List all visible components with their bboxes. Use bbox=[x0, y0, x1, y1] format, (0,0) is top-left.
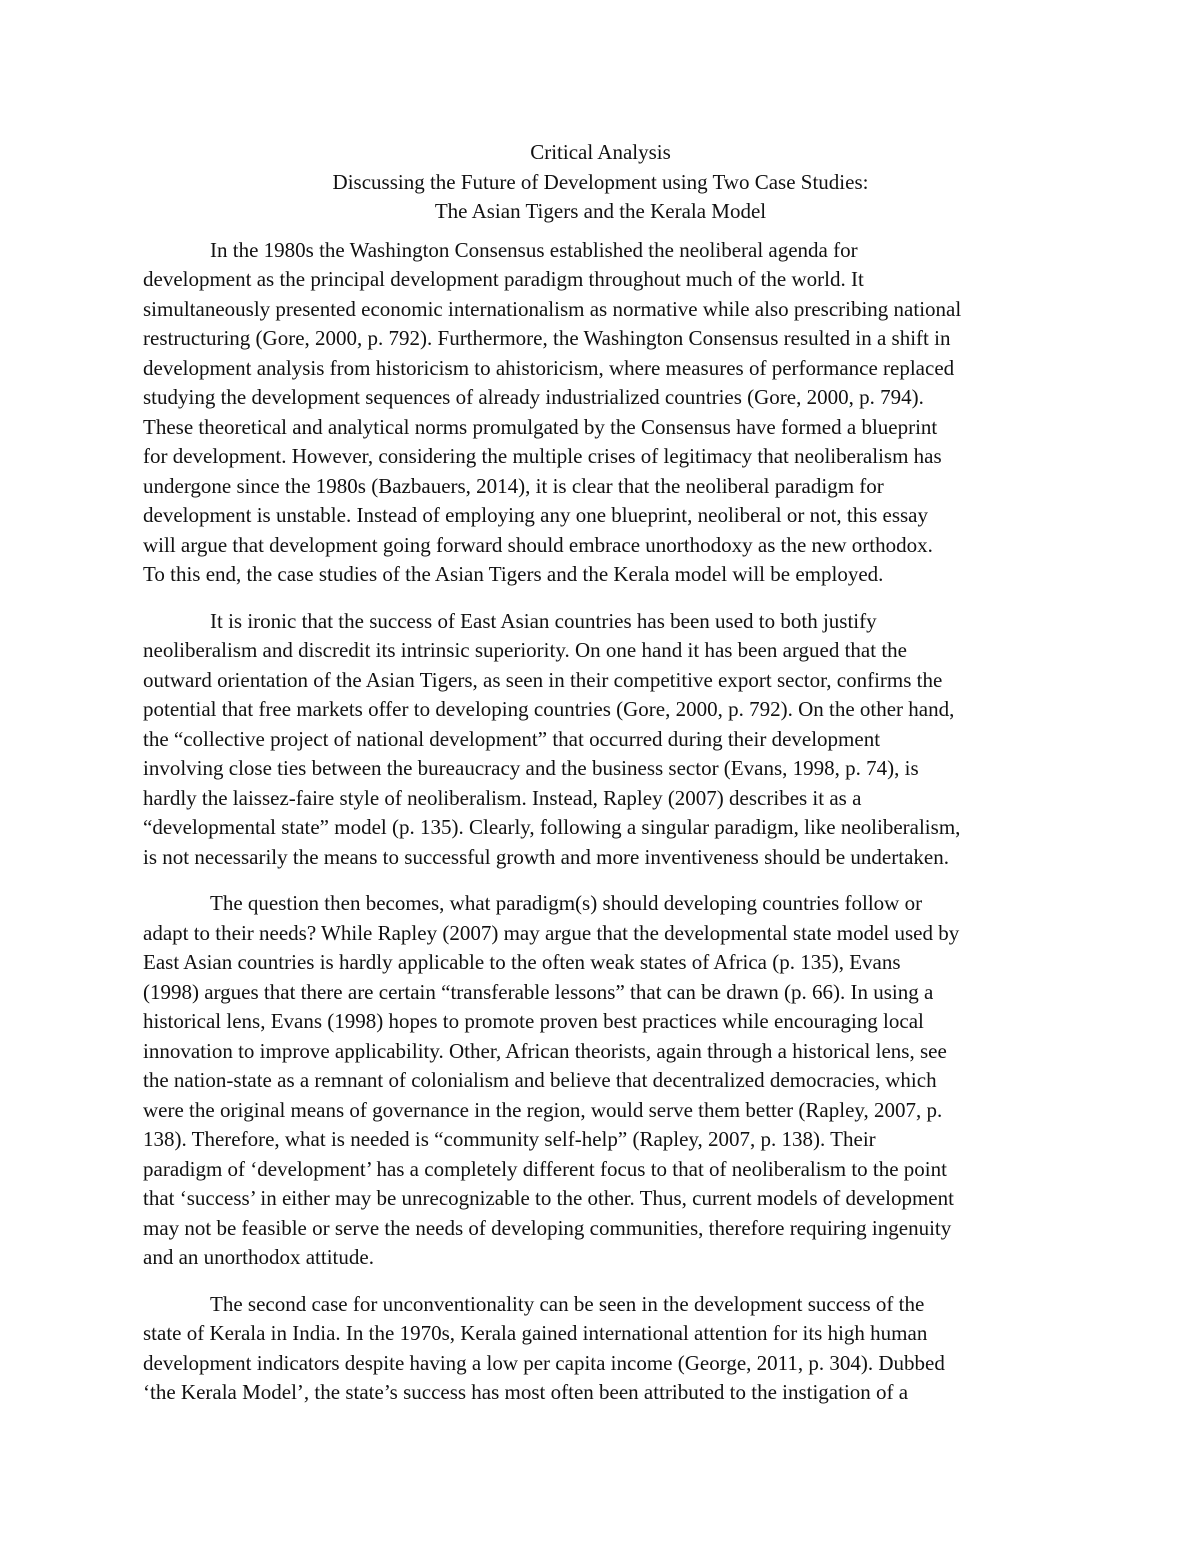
paragraph-line: development as the principal development paradigm throughout much of the world. It bbox=[143, 267, 864, 291]
paragraph-line: the “collective project of national development” that occurred during their development bbox=[143, 726, 881, 751]
paragraph-line: “developmental state” model (p. 135). Clearly, following a singular paradigm, like neoliberalism, bbox=[143, 815, 961, 839]
document-subtitle: Discussing the Future of Development using Two Case Studies: bbox=[332, 169, 869, 194]
paragraph-line: involving close ties between the bureaucracy and the business sector (Evans, 1998, p. 74), is bbox=[143, 756, 919, 780]
document-page bbox=[143, 138, 1058, 1408]
paragraph-line: is not necessarily the means to successful growth and more inventiveness should be undertaken. bbox=[143, 844, 949, 869]
paragraph-line: development indicators despite having a low per capita income (George, 2011, p. 304). Dubbed bbox=[143, 1350, 945, 1375]
paragraph-line: (1998) argues that there are certain “transferable lessons” that can be drawn (p. 66). In using a bbox=[143, 979, 934, 1004]
paragraph-line: hardly the laissez-faire style of neoliberalism. Instead, Rapley (2007) describes it as a bbox=[143, 785, 862, 810]
paragraph-line: restructuring (Gore, 2000, p. 792). Furthermore, the Washington Consensus resulted in a shift in bbox=[143, 326, 951, 350]
paragraph-line: may not be feasible or serve the needs of developing communities, therefore requiring ingenuity bbox=[143, 1215, 952, 1240]
paragraph-line: 138). Therefore, what is needed is “community self-help” (Rapley, 2007, p. 138). Their bbox=[143, 1127, 876, 1151]
paragraph-line: The second case for unconventionality can be seen in the development success of the bbox=[210, 1291, 925, 1316]
paragraph-line: To this end, the case studies of the Asian Tigers and the Kerala model will be employed. bbox=[143, 562, 884, 586]
paragraph-line: historical lens, Evans (1998) hopes to promote proven best practices while encouraging local bbox=[143, 1009, 924, 1033]
paragraph-line: These theoretical and analytical norms promulgated by the Consensus have formed a blueprint bbox=[143, 414, 938, 439]
paragraph-line: It is ironic that the success of East Asian countries has been used to both justify bbox=[210, 608, 877, 633]
paragraph-line: studying the development sequences of already industrialized countries (Gore, 2000, p. 794). bbox=[143, 385, 924, 409]
paragraph-line: outward orientation of the Asian Tigers, as seen in their competitive export sector, confirms the bbox=[143, 667, 943, 692]
paragraph-line: development is unstable. Instead of employing any one blueprint, neoliberal or not, this essay bbox=[143, 503, 928, 527]
paragraph-line: that ‘success’ in either may be unrecognizable to the other. Thus, current models of development bbox=[143, 1186, 954, 1210]
paragraph-line: In the 1980s the Washington Consensus established the neoliberal agenda for bbox=[210, 237, 858, 262]
paragraph-line: paradigm of ‘development’ has a completely different focus to that of neoliberalism to the point bbox=[143, 1156, 947, 1181]
paragraph-line: and an unorthodox attitude. bbox=[143, 1245, 374, 1269]
paragraph-line: adapt to their needs? While Rapley (2007) may argue that the developmental state model used by bbox=[143, 920, 960, 945]
document-title-block bbox=[143, 138, 1058, 227]
paragraph-line: potential that free markets offer to developing countries (Gore, 2000, p. 792). On the other hand, bbox=[143, 697, 955, 721]
body-paragraph bbox=[143, 1290, 1058, 1408]
document-title: Critical Analysis bbox=[530, 140, 671, 164]
paragraph-line: development analysis from historicism to ahistoricism, where measures of performance replaced bbox=[143, 355, 955, 380]
paragraph-line: innovation to improve applicability. Other, African theorists, again through a historical lens, see bbox=[143, 1038, 947, 1063]
body-paragraph bbox=[143, 607, 1058, 873]
paragraph-line: for development. However, considering the multiple crises of legitimacy that neoliberalism has bbox=[143, 444, 942, 468]
paragraph-line: were the original means of governance in the region, would serve them better (Rapley, 2007, p. bbox=[143, 1097, 943, 1122]
body-paragraph bbox=[143, 889, 1058, 1273]
paragraph-line: the nation-state as a remnant of colonialism and believe that decentralized democracies, which bbox=[143, 1068, 937, 1092]
document-body bbox=[143, 236, 1058, 1408]
paragraph-line: undergone since the 1980s (Bazbauers, 2014), it is clear that the neoliberal paradigm for bbox=[143, 473, 884, 498]
paragraph-line: simultaneously presented economic internationalism as normative while also prescribing national bbox=[143, 296, 962, 321]
paragraph-line: state of Kerala in India. In the 1970s, Kerala gained international attention for its high human bbox=[143, 1321, 928, 1345]
paragraph-line: will argue that development going forward should embrace unorthodoxy as the new orthodox. bbox=[143, 532, 933, 557]
paragraph-line: neoliberalism and discredit its intrinsic superiority. On one hand it has been argued that the bbox=[143, 638, 907, 662]
document-subtitle-2: The Asian Tigers and the Kerala Model bbox=[434, 199, 767, 223]
paragraph-line: East Asian countries is hardly applicable to the often weak states of Africa (p. 135), Evans bbox=[143, 950, 901, 974]
body-paragraph bbox=[143, 236, 1058, 590]
paragraph-line: ‘the Kerala Model’, the state’s success has most often been attributed to the instigation of a bbox=[143, 1380, 909, 1404]
paragraph-line: The question then becomes, what paradigm(s) should developing countries follow or bbox=[210, 891, 923, 915]
